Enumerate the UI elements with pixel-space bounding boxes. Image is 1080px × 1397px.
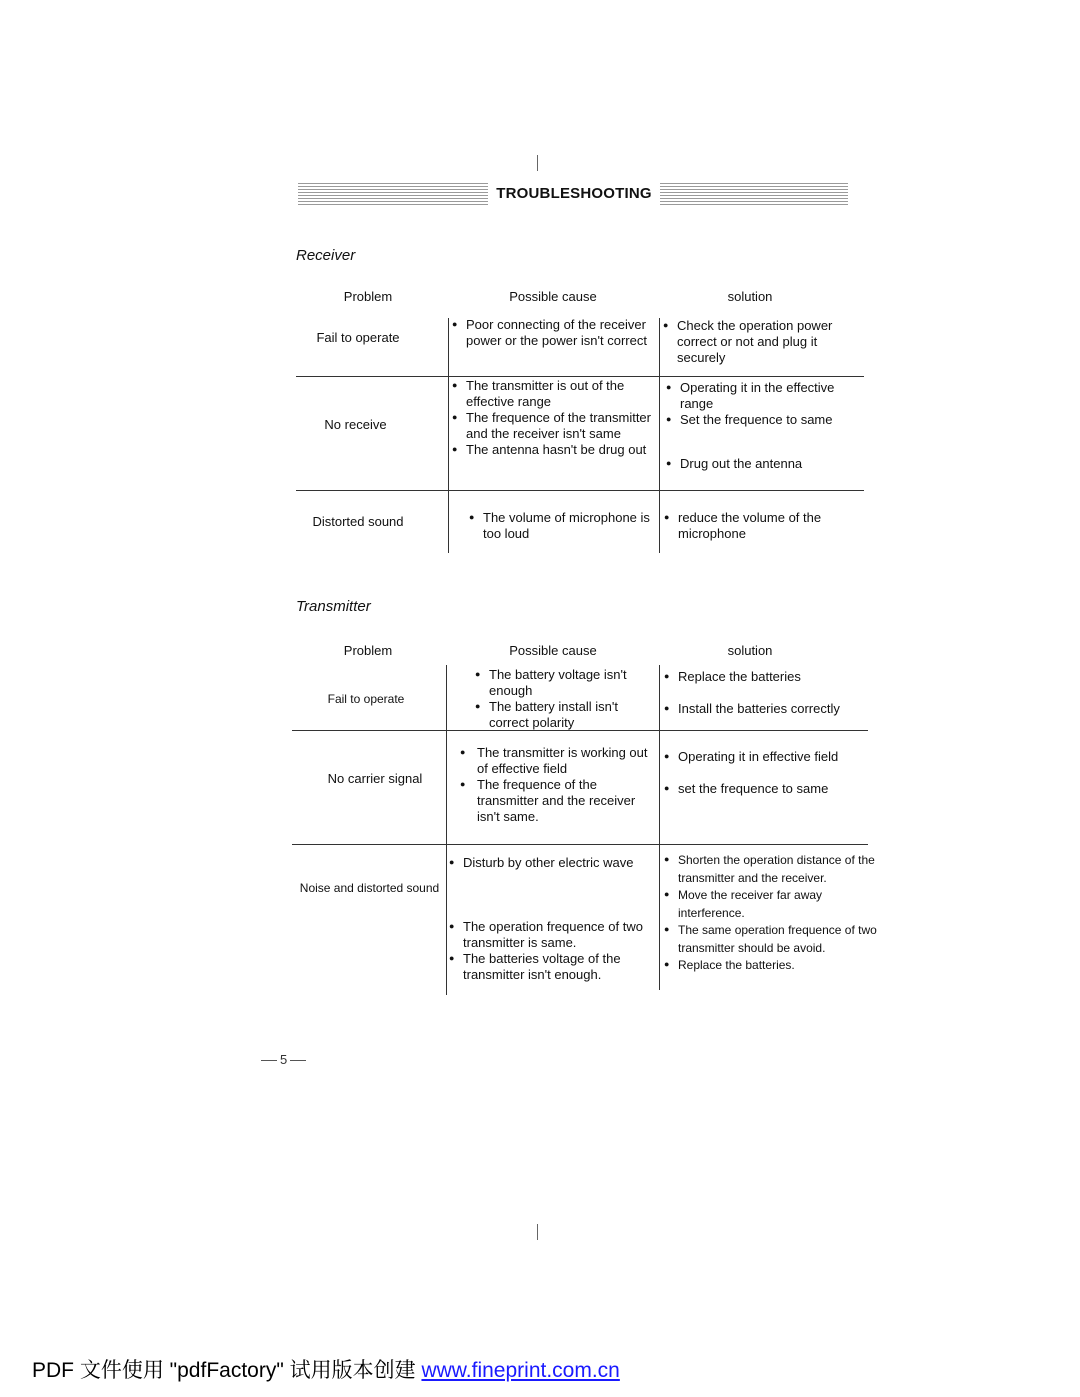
list-item: ● The frequence of the transmitter and the receiver isn't same.: [460, 777, 650, 825]
header-solution: solution: [727, 289, 773, 304]
list-item: ● Disturb by other electric wave: [449, 855, 654, 871]
list-item: ● Operating it in effective field: [664, 749, 859, 765]
list-item: ● Operating it in the effective range: [666, 380, 856, 412]
transmitter-solutions-noise: [664, 852, 878, 975]
list-item: ● Check the operation power correct or not and plug it securely: [663, 318, 853, 366]
page-number-value: 5: [280, 1052, 288, 1067]
transmitter-problem-noise: Noise and distorted sound: [299, 881, 440, 895]
header-problem: Problem: [343, 643, 393, 658]
section-label-transmitter: Transmitter: [296, 598, 371, 615]
list-item: ● Set the frequence to same: [666, 412, 856, 428]
list-item: ● The frequence of the transmitter and the receiver isn't same: [452, 410, 652, 442]
list-item: ● reduce the volume of the microphone: [664, 510, 849, 542]
list-item: ● The transmitter is working out of effective field: [460, 745, 650, 777]
list-item: ● The volume of microphone is too loud: [469, 510, 654, 542]
list-item: ● set the frequence to same: [664, 781, 859, 797]
receiver-col-divider-2: [659, 318, 660, 553]
section-label-receiver: Receiver: [296, 247, 356, 264]
transmitter-col-divider-2: [659, 665, 660, 990]
list-item: ● Shorten the operation distance of the transmitter and the receiver.: [664, 852, 878, 887]
title-stripes-right: [660, 183, 848, 205]
receiver-causes-fail: [452, 317, 652, 349]
list-item: ● The batteries voltage of the transmitter isn't enough.: [449, 951, 654, 983]
list-item: ● The battery install isn't correct polarity: [475, 699, 650, 731]
header-cause: Possible cause: [509, 643, 597, 658]
receiver-causes-no-receive: [452, 378, 652, 458]
page-number-dash-left: [261, 1060, 277, 1061]
receiver-solutions-distorted: [664, 510, 849, 542]
list-item: ● The same operation frequence of two transmitter should be avoid.: [664, 922, 878, 957]
footer-watermark: [32, 1354, 620, 1384]
transmitter-problem-no-carrier: No carrier signal: [327, 771, 423, 786]
footer-text: PDF 文件使用 "pdfFactory" 试用版本创建: [32, 1359, 422, 1382]
registration-mark-top: [537, 155, 538, 171]
list-item: ● Move the receiver far away interference.: [664, 887, 878, 922]
transmitter-causes-fail: [475, 667, 650, 731]
header-cause: Possible cause: [509, 289, 597, 304]
list-item: ● Install the batteries correctly: [664, 701, 859, 717]
transmitter-problem-fail: Fail to operate: [327, 692, 405, 706]
list-item: ● Poor connecting of the receiver power or the power isn't correct: [452, 317, 652, 349]
receiver-col-divider-1: [448, 318, 449, 553]
list-item: ● The operation frequence of two transmitter is same.: [449, 919, 654, 951]
page-number: [258, 1052, 309, 1067]
page-number-dash-right: [290, 1060, 306, 1061]
receiver-problem-fail: Fail to operate: [316, 330, 400, 345]
receiver-problem-distorted: Distorted sound: [312, 514, 404, 529]
list-item: ● Replace the batteries: [664, 669, 859, 685]
page-title: TROUBLESHOOTING: [496, 185, 652, 202]
receiver-row-divider-2: [296, 490, 864, 491]
list-item: ● The antenna hasn't be drug out: [452, 442, 652, 458]
receiver-solutions-fail: [663, 318, 853, 366]
transmitter-causes-no-carrier: [460, 745, 650, 825]
receiver-causes-distorted: [469, 510, 654, 542]
receiver-row-divider-1: [296, 376, 864, 377]
title-stripes-left: [298, 183, 488, 205]
list-item: ● The transmitter is out of the effective range: [452, 378, 652, 410]
header-solution: solution: [727, 643, 773, 658]
footer-link[interactable]: www.fineprint.com.cn: [421, 1359, 620, 1382]
registration-mark-bottom: [537, 1224, 538, 1240]
receiver-problem-no-receive: No receive: [324, 417, 387, 432]
list-item: ● Drug out the antenna: [666, 456, 856, 472]
transmitter-solutions-no-carrier: [664, 749, 859, 797]
header-problem: Problem: [343, 289, 393, 304]
transmitter-solutions-fail: [664, 669, 859, 717]
list-item: ● The battery voltage isn't enough: [475, 667, 650, 699]
transmitter-row-divider-2: [292, 844, 868, 845]
receiver-solutions-no-receive: [666, 380, 856, 472]
transmitter-col-divider-1: [446, 665, 447, 995]
transmitter-causes-noise: [449, 855, 654, 983]
list-item: ● Replace the batteries.: [664, 957, 878, 975]
